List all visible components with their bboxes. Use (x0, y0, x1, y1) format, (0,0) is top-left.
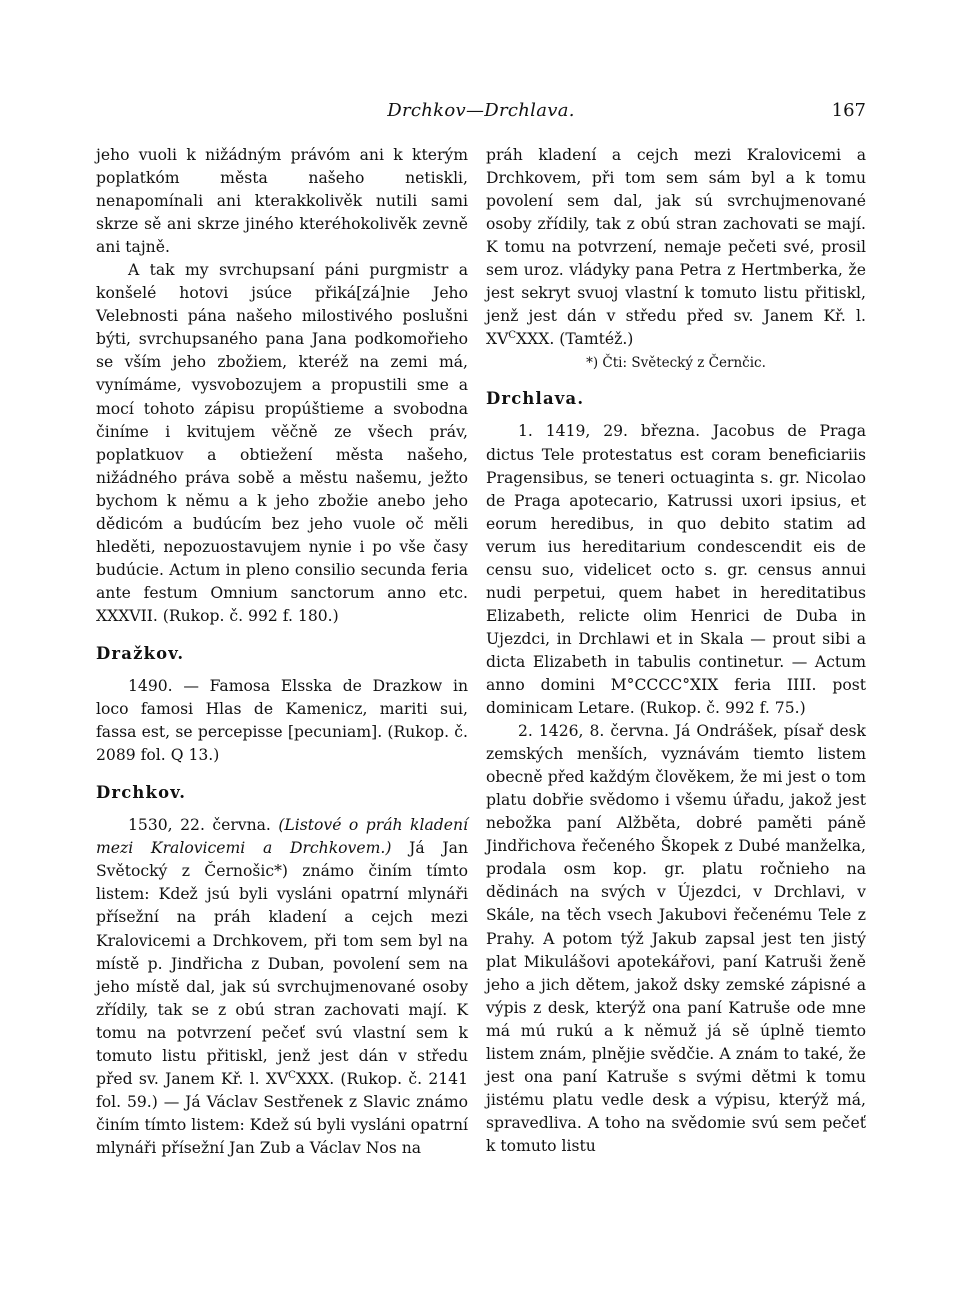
entry-text: XXX. (Tamtéž.) (516, 330, 634, 349)
paragraph: 1490. — Famosa Elsska de Drazkow in loco famosi Hlas de Kamenicz, mariti sui, fassa est, se percepisse [pecuniam]. (Rukop. č. 2089 fol. Q 13.) (96, 677, 468, 765)
paragraph: 1. 1419, 29. března. Jacobus de Praga dictus Tele protestatus est coram beneficiariis Pragensibus, se teneri octuaginta s. gr. Nicolao de Praga apotecario, Katrussi uxori ipsius, et eorum heredibus, in quo debito statim ad verum ius hereditarium condescendit eis de censu suo, videlicet octo s. gr. census annui nudi perpetui, quem habet in hereditatibus Elizabeth, relicte olim Henrici de Duba in Ujezdci, in Drchlawi et in Skala — prout sibi a dicta Elizabeth in tabulis continetur. — Actum anno domini M°CCCC°XIX feria IIII. post dominicam Letare. (Rukop. č. 992 f. 75.) (486, 422, 866, 718)
entry-text: Já Jan Světocký z Černošic*) známo činím tímto listem: Kdež jsú byli vysláni opatrní mlynáři přísežní na práh kladení a cejch mezi Kralovicemi a Drchkovem, při tom sem byl na místě p. Jindřicha z Duban, povolení sem na jeho místě dal, jak sú svrchujmenované osoby zřídily, tak se z obú stran zachovati mají. K tomu na potvrzení pečeť svú vlastní sem k tomuto listu přitiskl, jenž jest dán v středu před sv. Janem Kř. l. XV (96, 839, 468, 1088)
paragraph: 2. 1426, 8. června. Já Ondrášek, písař desk zemských menších, vyznávám tiemto listem obecně před každým člověkem, že mi jest o tom platu dobřie svědomo i všemu úřadu, jakož jest nebožka paní Alžběta, dobré paměti páně Jindřichova řečeného Škopek z Dubé manželka, prodala osm kop. gr. platu ročnieho na dědinách na svých v Újezdci, v Drchlavi, v Skále, na těch vsech Jakubovi řečenému Tele z Prahy. A potom týž Jakub zapsal jest ten jistý plat Mikulášovi apotekářovi, paní Katruši ženě jeho a jich dětem, jakož dsky zemské zápisné a výpis z desk, kterýž ona paní Katruše ode mne má mú rukú a k němuž já sě úplně tiemto listem znám, plnějie svědčie. A znám to také, že jest ona paní Katruše s svými dětmi k tomu jistému platu vedle desk a výpisu, kterýž má, spravedliva. A toho na svědomie svú sem pečeť k tomuto listu (486, 722, 866, 1155)
section-heading-drazkov: Dražkov. (96, 643, 185, 663)
left-column (96, 144, 468, 1160)
section-heading-drchlava: Drchlava. (486, 389, 585, 409)
page-header (96, 100, 866, 130)
paragraph (486, 144, 866, 351)
footnote: *) Čti: Světecký z Černčic. (586, 355, 766, 372)
paragraph: A tak my svrchupsaní páni purgmistr a konšelé hotovi jsúce přiká[zá]nie Jeho Velebnosti pána našeho milostivého poslušni býti, svrchupsaného pana Jana podkomořieho se vším jeho zbožiem, kteréž na zemi má, vynímáme, vysvobozujem a propustili sme a mocí tohoto zápisu propúštieme a svobodna činíme i kvitujem věčně ze všech práv, poplatkuov a obtiežení města našeho, nižádného práva sobě a městu našemu, ježto bychom k němu a k jeho zbožie anebo jeho dědicóm a budúcím bez jeho vuole oč měli hleděti, nepozuostavujem nynie i po vše časy budúcie. Actum in pleno consilio secunda feria ante festum Omnium sanctorum anno etc. XXXVII. (Rukop. č. 992 f. 180.) (96, 261, 468, 625)
entry-text: práh kladení a cejch mezi Kralovicemi a Drchkovem, při tom sem sám byl a k tomu povolení sem dal, jak sú svrchujmenované osoby zřídily, tak z obú stran zachovati se mají. K tomu na potvrzení, nemaje pečeti své, prosil sem uroz. vládyky pana Petra z Hertmberka, že jest sekryt svuoj vlastní k tomuto listu přitiskl, jenž jest dán v středu před sv. Janem Kř. l. XV (486, 146, 866, 349)
entry-title: (Listové o práh kladení mezi Kralovicemi a Drchkovem.) (96, 816, 468, 858)
superscript: C (508, 330, 517, 342)
entry-date: 1530, 22. června. (128, 816, 279, 835)
paragraph: jeho vuoli k nižádným právóm ani k kterým poplatkóm města našeho netiskli, nenapomínali ani kterakkolivěk nutili sami skrze sě ani skrze jiného kteréhokolivěk zevně ani tajně. (96, 146, 468, 257)
right-column (486, 144, 866, 1158)
entry-text: XXX. (Rukop. č. 2141 fol. 59.) — Já Václav Sestřenek z Slavic známo činím tímto listem: Kdež sú byli vysláni opatrní mlynáři přísežní Jan Zub a Václav Nos na (96, 1069, 469, 1157)
superscript: C (288, 1069, 296, 1081)
paragraph (96, 814, 468, 1160)
page-number: 167 (831, 100, 866, 121)
section-heading-drchkov: Drchkov. (96, 783, 187, 803)
running-head: Drchkov—Drchlava. (387, 100, 575, 121)
